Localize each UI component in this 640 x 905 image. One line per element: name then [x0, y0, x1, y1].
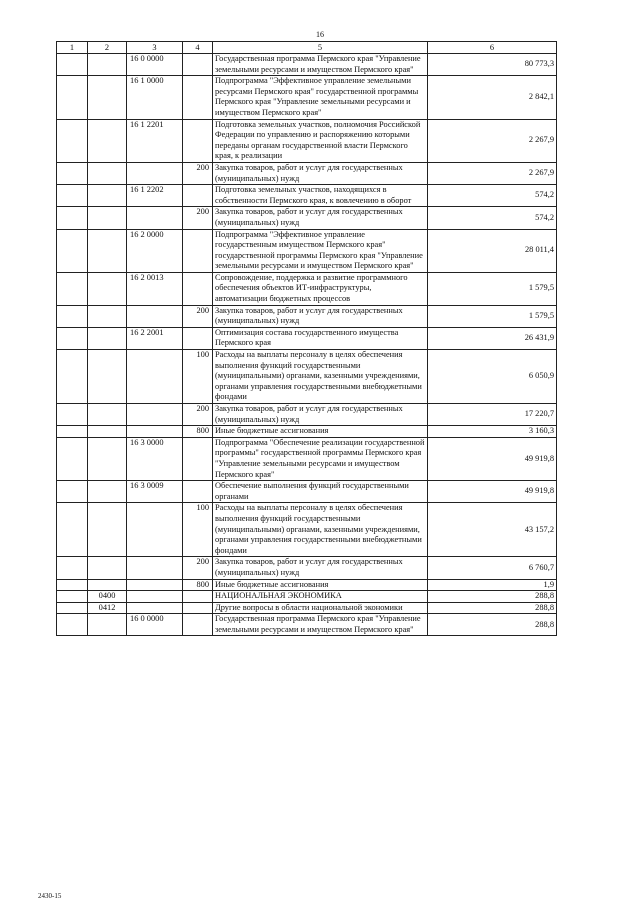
column-header: 6 [428, 42, 557, 54]
description-cell: Подпрограмма "Эффективное управление государственным имуществом Пермского края" государственной программы Пермского края "Управление земельными ресурсами и имуществом Пермского края" [213, 229, 428, 272]
amount-cell: 80 773,3 [428, 54, 557, 76]
target-article-cell [127, 591, 183, 603]
section-cell [57, 119, 88, 162]
table-row [57, 350, 557, 404]
description-cell: Иные бюджетные ассигнования [213, 426, 428, 438]
amount-cell: 288,8 [428, 614, 557, 636]
target-article-cell [127, 305, 183, 327]
target-article-cell [127, 404, 183, 426]
subsection-cell [88, 614, 127, 636]
description-cell: НАЦИОНАЛЬНАЯ ЭКОНОМИКА [213, 591, 428, 603]
subsection-cell [88, 229, 127, 272]
target-article-cell: 16 1 2202 [127, 185, 183, 207]
description-cell: Другие вопросы в области национальной экономики [213, 602, 428, 614]
subsection-cell: 0412 [88, 602, 127, 614]
description-cell: Закупка товаров, работ и услуг для государственных (муниципальных) нужд [213, 207, 428, 229]
page-number: 16 [316, 30, 324, 39]
column-header: 4 [183, 42, 213, 54]
amount-cell: 288,8 [428, 602, 557, 614]
subsection-cell [88, 437, 127, 480]
description-cell: Государственная программа Пермского края "Управление земельными ресурсами и имуществом Пермского края" [213, 54, 428, 76]
expense-type-cell [183, 481, 213, 503]
description-cell: Подготовка земельных участков, находящихся в собственности Пермского края, к вовлечению в оборот [213, 185, 428, 207]
table-row [57, 426, 557, 438]
description-cell: Закупка товаров, работ и услуг для государственных (муниципальных) нужд [213, 162, 428, 184]
expense-type-cell [183, 229, 213, 272]
table-row [57, 503, 557, 557]
amount-cell: 49 919,8 [428, 481, 557, 503]
column-header: 5 [213, 42, 428, 54]
amount-cell: 26 431,9 [428, 327, 557, 349]
subsection-cell [88, 54, 127, 76]
target-article-cell: 16 0 0000 [127, 614, 183, 636]
target-article-cell [127, 503, 183, 557]
target-article-cell [127, 426, 183, 438]
expense-type-cell: 200 [183, 557, 213, 579]
target-article-cell: 16 2 0013 [127, 272, 183, 305]
expense-type-cell [183, 327, 213, 349]
description-cell: Закупка товаров, работ и услуг для государственных (муниципальных) нужд [213, 305, 428, 327]
table-row [57, 54, 557, 76]
target-article-cell: 16 3 0009 [127, 481, 183, 503]
subsection-cell [88, 327, 127, 349]
section-cell [57, 185, 88, 207]
section-cell [57, 503, 88, 557]
expense-type-cell [183, 54, 213, 76]
section-cell [57, 579, 88, 591]
description-cell: Подпрограмма "Эффективное управление земельными ресурсами Пермского края" государственной программы Пермского края "Управление земельными ресурсами и имуществом Пермского края" [213, 76, 428, 119]
expense-type-cell [183, 119, 213, 162]
section-cell [57, 54, 88, 76]
description-cell: Закупка товаров, работ и услуг для государственных (муниципальных) нужд [213, 404, 428, 426]
expense-type-cell [183, 272, 213, 305]
footer-code: 2430-15 [38, 892, 62, 900]
table-row [57, 76, 557, 119]
section-cell [57, 614, 88, 636]
description-cell: Подпрограмма "Обеспечение реализации государственной программы" государственной программы Пермского края "Управление земельными ресурсами и имуществом Пермского края" [213, 437, 428, 480]
table-row [57, 162, 557, 184]
amount-cell: 6 050,9 [428, 350, 557, 404]
table-row [57, 437, 557, 480]
table-row [57, 327, 557, 349]
subsection-cell [88, 119, 127, 162]
table-row [57, 404, 557, 426]
table-row [57, 272, 557, 305]
target-article-cell [127, 602, 183, 614]
table-row [57, 481, 557, 503]
target-article-cell: 16 3 0000 [127, 437, 183, 480]
target-article-cell [127, 350, 183, 404]
target-article-cell: 16 2 0000 [127, 229, 183, 272]
description-cell: Обеспечение выполнения функций государственными органами [213, 481, 428, 503]
amount-cell: 43 157,2 [428, 503, 557, 557]
table-row [57, 614, 557, 636]
section-cell [57, 162, 88, 184]
subsection-cell: 0400 [88, 591, 127, 603]
subsection-cell [88, 579, 127, 591]
description-cell: Сопровождение, поддержка и развитие программного обеспечения объектов ИТ-инфраструктуры, автоматизации бюджетных процессов [213, 272, 428, 305]
amount-cell: 28 011,4 [428, 229, 557, 272]
amount-cell: 1,9 [428, 579, 557, 591]
amount-cell: 6 760,7 [428, 557, 557, 579]
budget-table [56, 41, 557, 636]
table-row [57, 591, 557, 603]
amount-cell: 288,8 [428, 591, 557, 603]
amount-cell: 17 220,7 [428, 404, 557, 426]
section-cell [57, 426, 88, 438]
table-row [57, 602, 557, 614]
amount-cell: 2 267,9 [428, 162, 557, 184]
expense-type-cell: 800 [183, 579, 213, 591]
subsection-cell [88, 76, 127, 119]
expense-type-cell [183, 614, 213, 636]
section-cell [57, 591, 88, 603]
section-cell [57, 557, 88, 579]
amount-cell: 574,2 [428, 185, 557, 207]
section-cell [57, 272, 88, 305]
subsection-cell [88, 162, 127, 184]
table-row [57, 229, 557, 272]
expense-type-cell [183, 591, 213, 603]
expense-type-cell: 100 [183, 350, 213, 404]
expense-type-cell [183, 76, 213, 119]
expense-type-cell [183, 602, 213, 614]
table-row [57, 557, 557, 579]
subsection-cell [88, 207, 127, 229]
description-cell: Закупка товаров, работ и услуг для государственных (муниципальных) нужд [213, 557, 428, 579]
expense-type-cell: 100 [183, 503, 213, 557]
section-cell [57, 602, 88, 614]
section-cell [57, 327, 88, 349]
section-cell [57, 481, 88, 503]
amount-cell: 574,2 [428, 207, 557, 229]
expense-type-cell: 200 [183, 404, 213, 426]
subsection-cell [88, 426, 127, 438]
target-article-cell [127, 557, 183, 579]
expense-type-cell [183, 185, 213, 207]
subsection-cell [88, 305, 127, 327]
expense-type-cell: 800 [183, 426, 213, 438]
description-cell: Расходы на выплаты персоналу в целях обеспечения выполнения функций государственными (муниципальными) органами, казенными учреждениями, органами управления государственными внебюджетными фондами [213, 503, 428, 557]
target-article-cell: 16 1 0000 [127, 76, 183, 119]
target-article-cell: 16 0 0000 [127, 54, 183, 76]
expense-type-cell: 200 [183, 305, 213, 327]
expense-type-cell: 200 [183, 162, 213, 184]
subsection-cell [88, 272, 127, 305]
description-cell: Подготовка земельных участков, полномочия Российской Федерации по управлению и распоряжению которыми переданы органам государственной власти Пермского края, к реализации [213, 119, 428, 162]
amount-cell: 2 842,1 [428, 76, 557, 119]
expense-type-cell: 200 [183, 207, 213, 229]
description-cell: Государственная программа Пермского края "Управление земельными ресурсами и имуществом Пермского края" [213, 614, 428, 636]
subsection-cell [88, 481, 127, 503]
amount-cell: 3 160,3 [428, 426, 557, 438]
section-cell [57, 76, 88, 119]
section-cell [57, 207, 88, 229]
column-header: 2 [88, 42, 127, 54]
section-cell [57, 305, 88, 327]
amount-cell: 1 579,5 [428, 272, 557, 305]
section-cell [57, 350, 88, 404]
target-article-cell: 16 1 2201 [127, 119, 183, 162]
target-article-cell [127, 579, 183, 591]
section-cell [57, 229, 88, 272]
subsection-cell [88, 557, 127, 579]
section-cell [57, 404, 88, 426]
subsection-cell [88, 503, 127, 557]
amount-cell: 49 919,8 [428, 437, 557, 480]
target-article-cell [127, 162, 183, 184]
table-header-row [57, 42, 557, 54]
subsection-cell [88, 185, 127, 207]
table-row [57, 119, 557, 162]
table-row [57, 305, 557, 327]
target-article-cell [127, 207, 183, 229]
description-cell: Оптимизация состава государственного имущества Пермского края [213, 327, 428, 349]
table-row [57, 207, 557, 229]
section-cell [57, 437, 88, 480]
amount-cell: 1 579,5 [428, 305, 557, 327]
description-cell: Расходы на выплаты персоналу в целях обеспечения выполнения функций государственными (муниципальными) органами, казенными учреждениями, органами управления государственными внебюджетными фондами [213, 350, 428, 404]
column-header: 3 [127, 42, 183, 54]
table-row [57, 185, 557, 207]
amount-cell: 2 267,9 [428, 119, 557, 162]
subsection-cell [88, 350, 127, 404]
table-row [57, 579, 557, 591]
description-cell: Иные бюджетные ассигнования [213, 579, 428, 591]
expense-type-cell [183, 437, 213, 480]
column-header: 1 [57, 42, 88, 54]
subsection-cell [88, 404, 127, 426]
target-article-cell: 16 2 2001 [127, 327, 183, 349]
